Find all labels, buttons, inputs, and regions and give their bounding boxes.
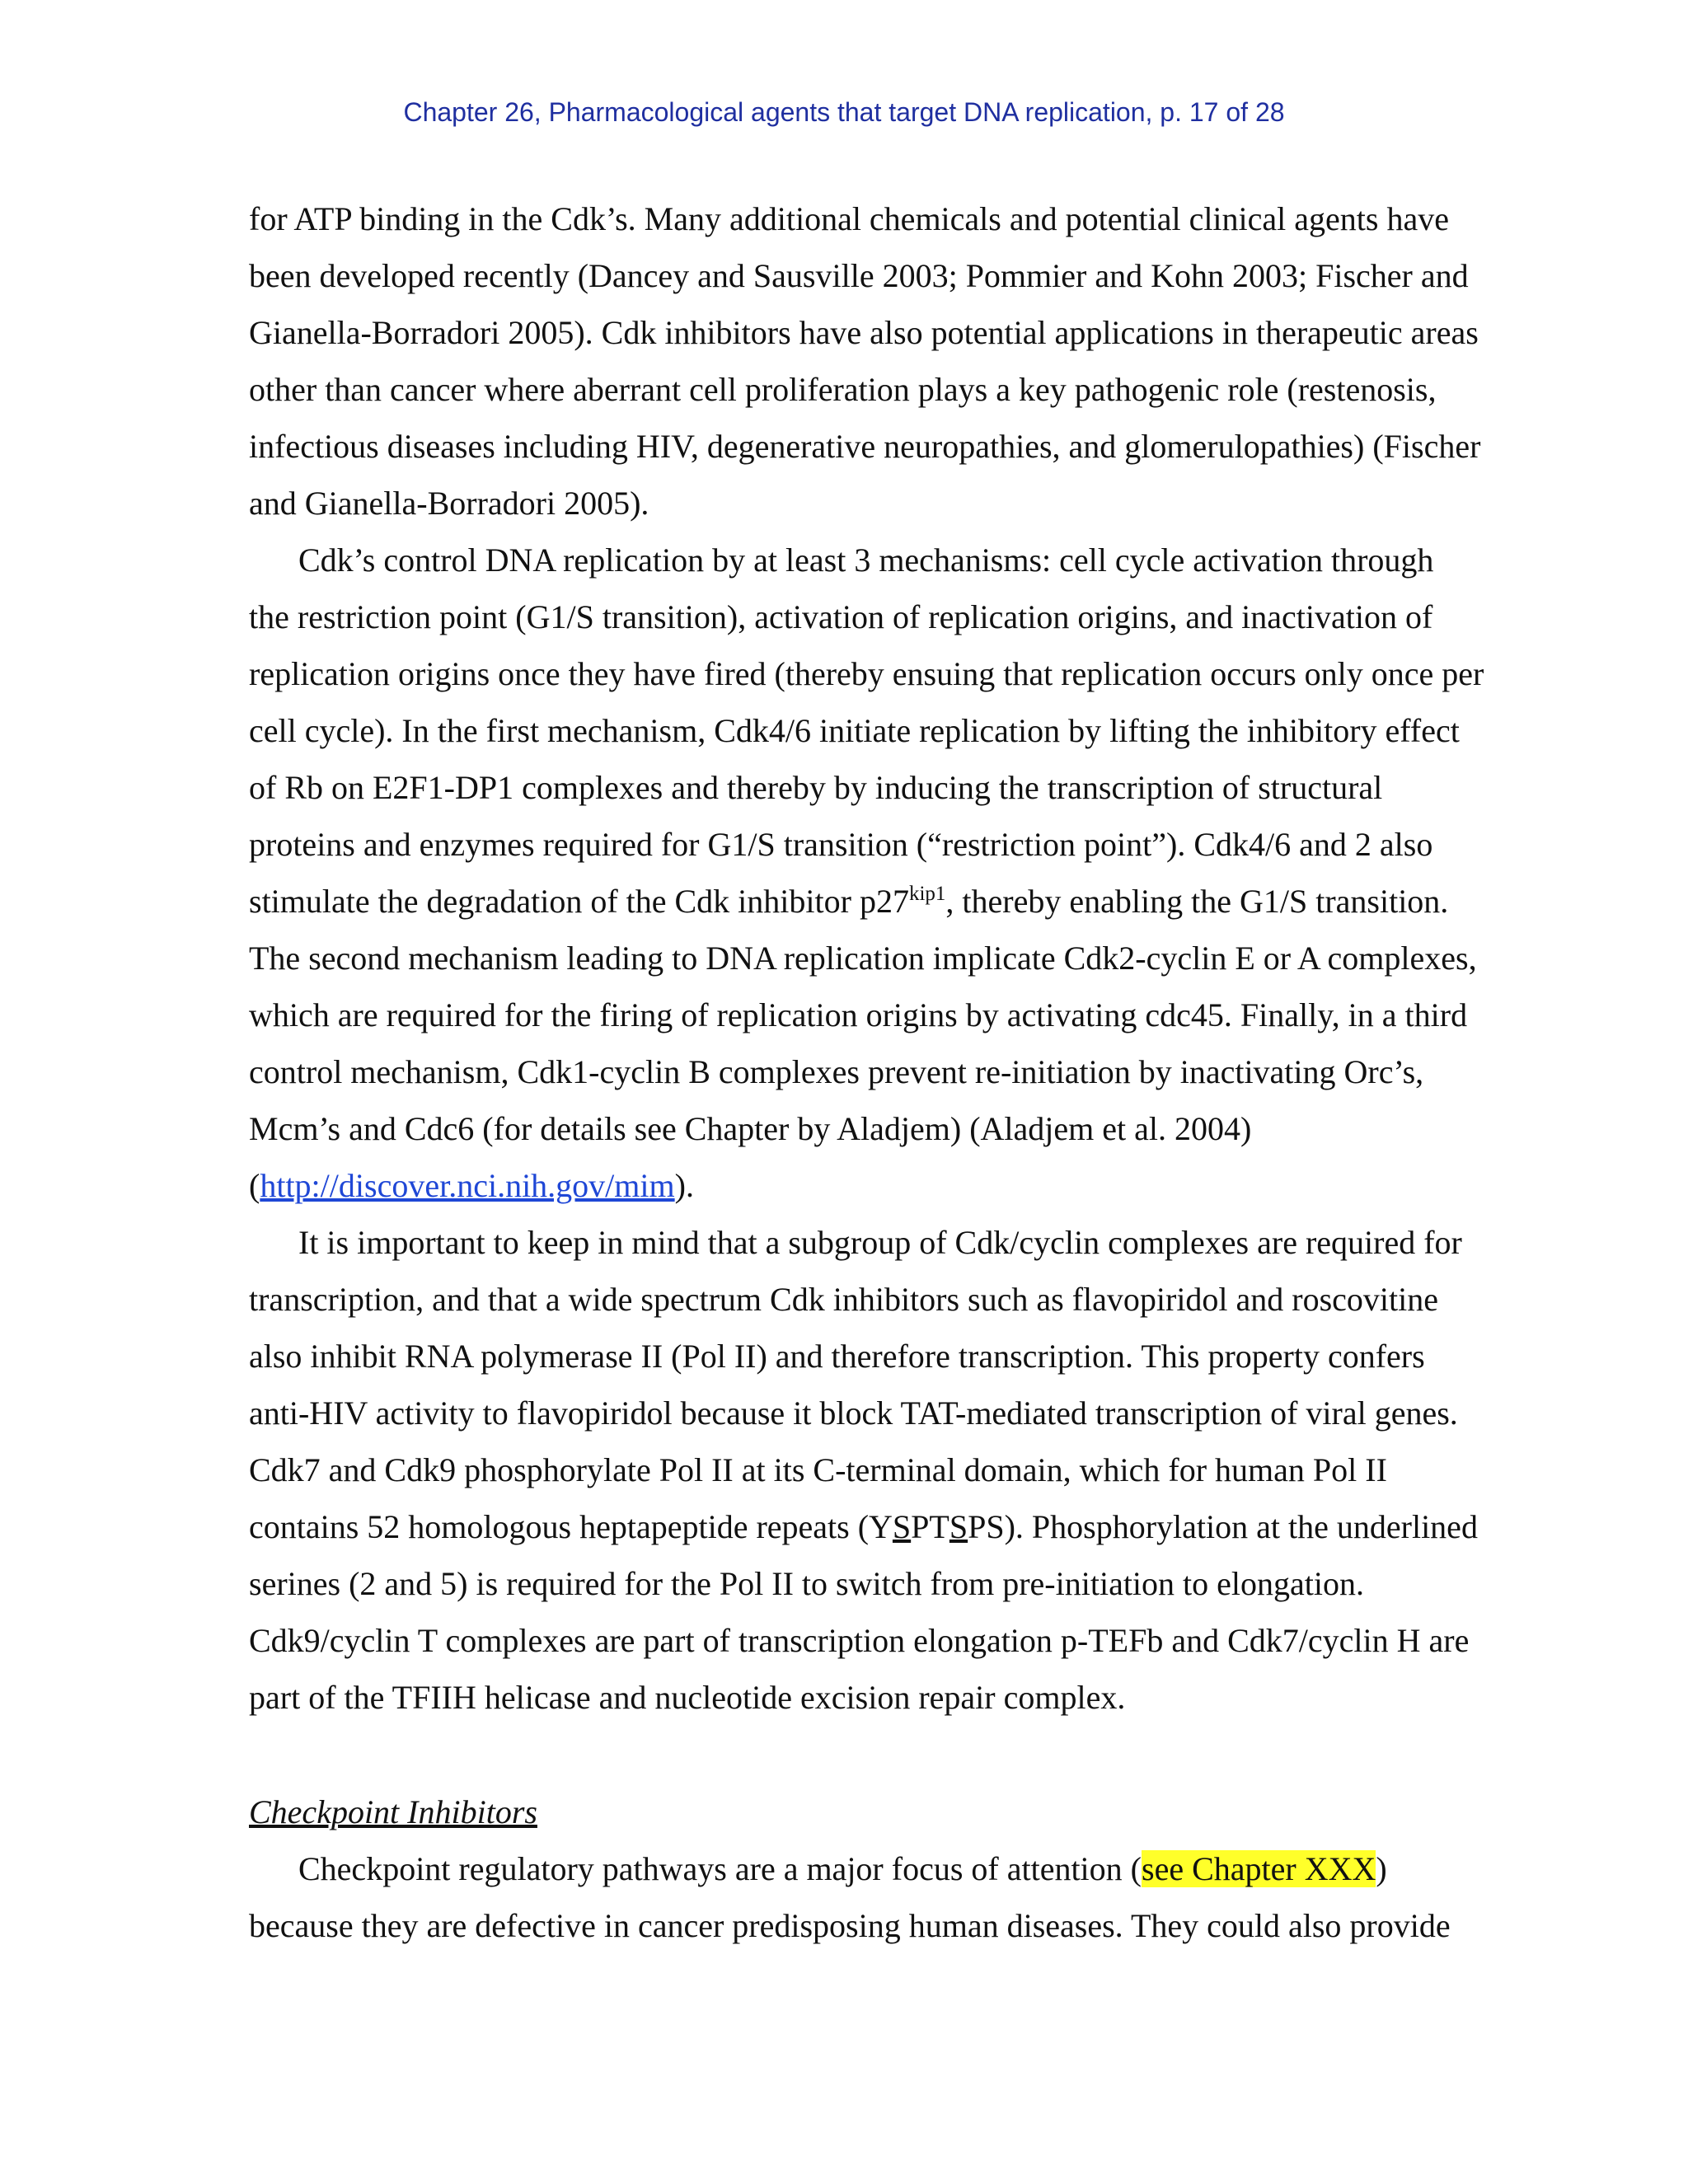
text-span: PT (911, 1508, 950, 1545)
text-line: part of the TFIIH helicase and nucleotide excision repair complex. (249, 1679, 1126, 1716)
text-span: stimulate the degradation of the Cdk inhibitor p27 (249, 883, 909, 920)
text-line: replication origins once they have fired (thereby ensuing that replication occurs only once per (249, 655, 1484, 692)
text-line: because they are defective in cancer predisposing human diseases. They could also provide (249, 1907, 1451, 1944)
text-line: serines (2 and 5) is required for the Pol II to switch from pre-initiation to elongation. (249, 1565, 1365, 1602)
text-line: other than cancer where aberrant cell proliferation plays a key pathogenic role (restenosis, (249, 371, 1437, 408)
text-line: for ATP binding in the Cdk’s. Many additional chemicals and potential clinical agents have (249, 200, 1449, 237)
text-line: Cdk9/cyclin T complexes are part of transcription elongation p-TEFb and Cdk7/cyclin H are (249, 1622, 1470, 1659)
text-line (249, 882, 1448, 921)
text-line (249, 1507, 1478, 1547)
text-line: cell cycle). In the first mechanism, Cdk4/6 initiate replication by lifting the inhibitory effect (249, 712, 1460, 749)
text-line: Cdk’s control DNA replication by at least 3 mechanisms: cell cycle activation through (298, 541, 1434, 579)
text-line: It is important to keep in mind that a subgroup of Cdk/cyclin complexes are required for (298, 1224, 1462, 1261)
text-span: ) (1376, 1850, 1387, 1887)
text-line: Gianella-Borradori 2005). Cdk inhibitors have also potential applications in therapeutic areas (249, 314, 1479, 351)
text-span: Checkpoint regulatory pathways are a major focus of attention ( (298, 1850, 1142, 1887)
text-line: also inhibit RNA polymerase II (Pol II) and therefore transcription. This property confers (249, 1338, 1425, 1375)
text-line: of Rb on E2F1-DP1 complexes and thereby by inducing the transcription of structural (249, 769, 1383, 806)
text-line (249, 1166, 694, 1206)
underlined-residue: S (949, 1508, 968, 1545)
text-span: contains 52 homologous heptapeptide repeats (Y (249, 1508, 893, 1545)
section-heading: Checkpoint Inhibitors (249, 1793, 537, 1830)
text-line: proteins and enzymes required for G1/S transition (“restriction point”). Cdk4/6 and 2 also (249, 826, 1433, 863)
text-line: and Gianella-Borradori 2005). (249, 485, 649, 522)
text-span: ). (674, 1167, 694, 1204)
text-line: Cdk7 and Cdk9 phosphorylate Pol II at its C-terminal domain, which for human Pol II (249, 1451, 1387, 1488)
text-span: ( (249, 1167, 260, 1204)
text-line (298, 1849, 1387, 1889)
text-line: control mechanism, Cdk1-cyclin B complexes prevent re-initiation by inactivating Orc’s, (249, 1053, 1424, 1090)
text-line: anti-HIV activity to flavopiridol because it block TAT-mediated transcription of viral genes. (249, 1394, 1458, 1432)
text-line: transcription, and that a wide spectrum Cdk inhibitors such as flavopiridol and roscovitine (249, 1281, 1439, 1318)
text-line: been developed recently (Dancey and Sausville 2003; Pommier and Kohn 2003; Fischer and (249, 257, 1469, 294)
running-head: Chapter 26, Pharmacological agents that target DNA replication, p. 17 of 28 (403, 97, 1285, 127)
text-span: PS). Phosphorylation at the underlined (968, 1508, 1478, 1545)
text-line: infectious diseases including HIV, degenerative neuropathies, and glomerulopathies) (Fischer (249, 428, 1481, 465)
mim-link[interactable]: http://discover.nci.nih.gov/mim (260, 1167, 675, 1204)
highlighted-reference: see Chapter XXX (1142, 1850, 1376, 1887)
text-line: the restriction point (G1/S transition), activation of replication origins, and inactivation of (249, 598, 1433, 635)
text-span: , thereby enabling the G1/S transition. (945, 883, 1449, 920)
text-line: The second mechanism leading to DNA replication implicate Cdk2-cyclin E or A complexes, (249, 940, 1477, 977)
text-line: which are required for the firing of replication origins by activating cdc45. Finally, in a third (249, 996, 1468, 1033)
superscript: kip1 (908, 883, 946, 905)
text-line: Mcm’s and Cdc6 (for details see Chapter by Aladjem) (Aladjem et al. 2004) (249, 1110, 1252, 1147)
underlined-residue: S (892, 1508, 912, 1545)
